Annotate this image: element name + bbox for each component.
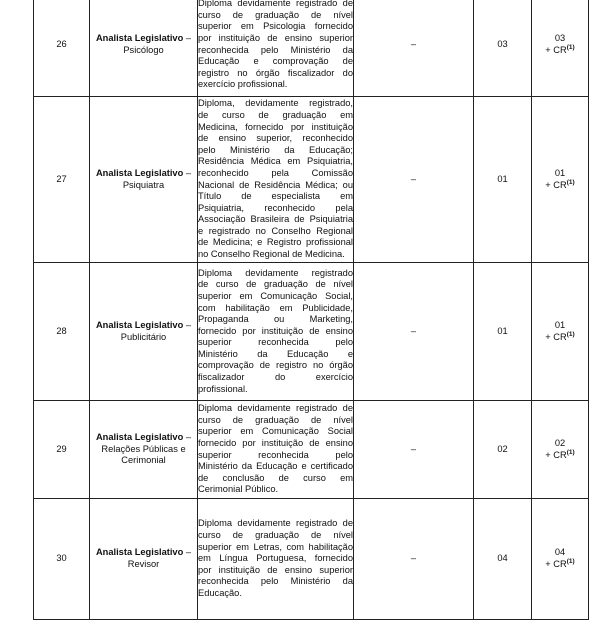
- requisito-line: de Medicina; e Registro profissional: [198, 237, 353, 248]
- requisito-line: de curso de graduação de nível: [198, 279, 353, 290]
- requisito-line: superior em Comunicação Social: [198, 426, 353, 437]
- requisito-line: superior reconhecida pelo: [198, 337, 353, 348]
- especialidade-cell: –: [354, 499, 474, 620]
- table-row: [34, 499, 589, 620]
- requisito-line: com habilitação em Publicidade,: [198, 302, 353, 313]
- cargo-specialty: – Relações Públicas e Cerimonial: [101, 432, 192, 466]
- requisito-line: Título de especialista em: [198, 191, 353, 202]
- vagas-cell: 01: [474, 263, 532, 401]
- total-cell: [532, 263, 589, 401]
- requisito-line: em Língua Portuguesa, fornecido: [198, 553, 353, 564]
- cargo-cell: [90, 0, 198, 97]
- especialidade-cell: –: [354, 401, 474, 499]
- requisito-line: exercício profissional.: [198, 79, 288, 90]
- requisito-line: comprovação de registro no órgão: [198, 360, 353, 371]
- cargo-specialty: – Psicólogo: [123, 32, 192, 55]
- cargo-specialty: – Publicitário: [120, 319, 192, 342]
- requisito-line: Diploma devidamente registrado: [198, 267, 353, 278]
- requisito-line: Ministério da Educação e: [198, 348, 353, 359]
- total-value: 02: [554, 437, 566, 448]
- table-row: [34, 263, 589, 401]
- requisito-line: de conclusão de curso em: [198, 472, 353, 483]
- cargo-title: Analista Legislativo: [95, 32, 184, 43]
- requisito-line: Diploma devidamente registrado de: [198, 0, 353, 9]
- vagas-cell: 02: [474, 401, 532, 499]
- requisito-line: curso de graduação de nível: [198, 414, 353, 425]
- table-row: [34, 97, 589, 263]
- total-cr: + CR: [545, 559, 567, 569]
- requisito-line: superior reconhecida pelo: [198, 449, 353, 460]
- total-value: 04: [554, 547, 566, 558]
- total-value: 03: [554, 32, 566, 43]
- footnote-marker: (1): [566, 330, 575, 338]
- requisito-line: Propaganda ou Marketing,: [198, 314, 353, 325]
- requisito-line: e registrado no Conselho Regional: [198, 225, 353, 236]
- vagas-cell: 04: [474, 499, 532, 620]
- cargo-cell: [90, 499, 198, 620]
- row-number: 29: [34, 401, 90, 499]
- total-cr: + CR: [545, 331, 567, 342]
- cargo-cell: [90, 97, 198, 263]
- requisito-line: curso de graduação de nível: [198, 9, 353, 20]
- requisito-line: fornecido por instituição de ensino: [198, 437, 353, 448]
- requisito-line: Diploma devidamente registrado de: [198, 518, 353, 529]
- requisitos-cell: [198, 0, 354, 97]
- requisito-line: Educação.: [198, 587, 242, 598]
- row-number: 27: [34, 97, 90, 263]
- vagas-cell: 03: [474, 0, 532, 97]
- requisito-line: Nacional de Residência Médica; ou: [198, 179, 353, 190]
- requisito-line: Educação e comprovação de: [198, 56, 353, 67]
- total-cell: [532, 499, 589, 620]
- row-number: 26: [34, 0, 90, 97]
- requisito-line: por instituição de ensino superior: [198, 564, 353, 575]
- total-cell: [532, 97, 589, 263]
- requisito-line: fornecido por instituição de ensino: [198, 325, 353, 336]
- requisito-line: por instituição de ensino superior: [198, 32, 353, 43]
- cargo-title: Analista Legislativo: [95, 547, 184, 558]
- total-value: 01: [554, 167, 566, 178]
- total-value: 01: [554, 319, 566, 330]
- total-cr: + CR: [545, 44, 567, 55]
- requisito-line: Psiquiatria, reconhecido pela: [198, 202, 353, 213]
- requisito-line: superior em Letras, com habilitação: [198, 541, 353, 552]
- footnote-marker: (1): [566, 448, 575, 456]
- requisito-line: Associação Brasileira de Psiquiatria: [198, 214, 353, 225]
- requisito-line: superior em Comunicação Social,: [198, 290, 353, 301]
- requisitos-cell: [198, 263, 354, 401]
- requisito-line: superior em Psicologia fornecido: [198, 21, 353, 32]
- especialidade-cell: –: [354, 97, 474, 263]
- cargo-title: Analista Legislativo: [95, 319, 184, 330]
- cargo-cell: [90, 401, 198, 499]
- footnote-marker: (1): [566, 43, 575, 51]
- total-cr: + CR: [545, 449, 567, 460]
- requisito-line: fiscalizador do exercício: [198, 372, 353, 383]
- requisito-line: profissional.: [198, 383, 248, 394]
- table-row: [34, 0, 589, 97]
- cargos-table: [33, 0, 589, 620]
- total-cell: [532, 0, 589, 97]
- especialidade-cell: –: [354, 263, 474, 401]
- requisito-line: de ensino superior, reconhecido: [198, 133, 353, 144]
- cargo-cell: [90, 263, 198, 401]
- footnote-marker: (1): [566, 178, 575, 186]
- total-cr: + CR: [545, 179, 567, 190]
- row-number: 30: [34, 499, 90, 620]
- requisito-line: curso de graduação de nível: [198, 530, 353, 541]
- requisito-line: Medicina, fornecido por instituição: [198, 121, 353, 132]
- footnote-marker: (1): [566, 557, 575, 565]
- requisito-line: no Conselho Regional de Medicina.: [198, 249, 345, 260]
- requisito-line: Diploma, devidamente registrado,: [198, 98, 353, 109]
- requisito-line: de curso de graduação em: [198, 109, 353, 120]
- requisitos-cell: [198, 499, 354, 620]
- row-number: 28: [34, 263, 90, 401]
- requisitos-cell: [198, 97, 354, 263]
- requisito-line: Cerimonial Público.: [198, 484, 279, 495]
- especialidade-cell: –: [354, 0, 474, 97]
- requisito-line: Ministério da Educação e certificado: [198, 461, 353, 472]
- requisitos-cell: [198, 401, 354, 499]
- cargo-title: Analista Legislativo: [95, 432, 184, 443]
- cargo-specialty: – Revisor: [127, 547, 192, 569]
- requisito-line: Diploma devidamente registrado de: [198, 403, 353, 414]
- requisito-line: pelo Ministério da Educação;: [198, 144, 353, 155]
- requisito-line: Residência Médica em Psiquiatria,: [198, 156, 353, 167]
- table-row: [34, 401, 589, 499]
- vagas-cell: 01: [474, 97, 532, 263]
- cargo-title: Analista Legislativo: [95, 167, 184, 178]
- total-cell: [532, 401, 589, 499]
- cargo-specialty: – Psiquiatra: [122, 167, 192, 190]
- requisito-line: reconhecido pela Comissão: [198, 167, 353, 178]
- requisito-line: reconhecida pelo Ministério da: [198, 44, 353, 55]
- requisito-line: reconhecida pelo Ministério da: [198, 576, 353, 587]
- requisito-line: registro no órgão fiscalizador do: [198, 67, 353, 78]
